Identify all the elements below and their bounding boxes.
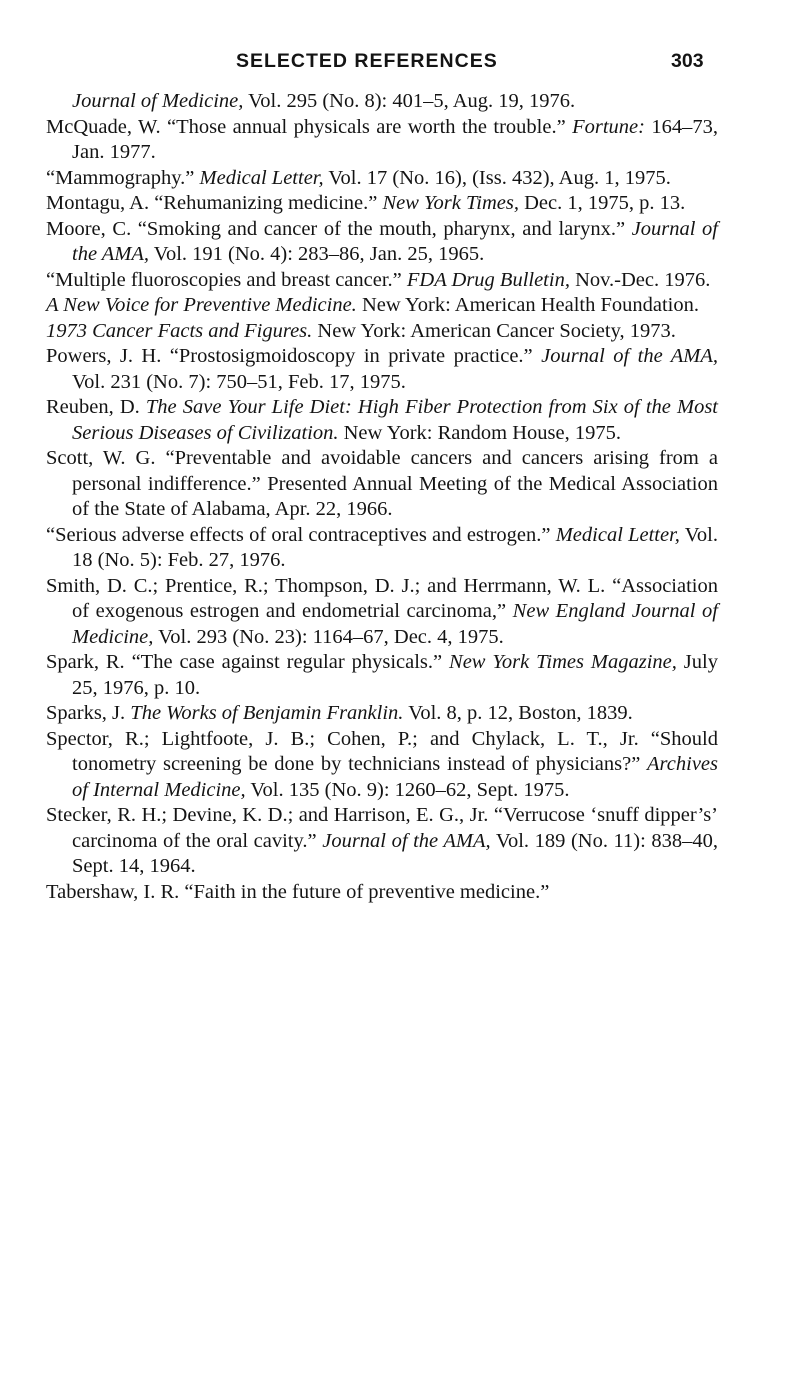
reference-entry: Journal of Medicine, Vol. 295 (No. 8): 401–5, Aug. 19, 1976. bbox=[72, 90, 576, 112]
reference-entry: McQuade, W. “Those annual physicals are worth the trouble.” Fortune: 164–73, Jan. 1977. bbox=[46, 115, 719, 163]
reference-entry: Montagu, A. “Rehumanizing medicine.” New York Times, Dec. 1, 1975, p. 13. bbox=[46, 192, 686, 214]
reference-entry: “Serious adverse effects of oral contraceptives and estrogen.” Medical Letter, Vol. 18 (No. 5): Feb. 27, 1976. bbox=[46, 523, 718, 571]
reference-entry: 1973 Cancer Facts and Figures. New York: American Cancer Society, 1973. bbox=[46, 319, 676, 342]
reference-entry: Spark, R. “The case against regular physicals.” New York Times Magazine, July 25, 1976, p. 10. bbox=[46, 651, 718, 699]
reference-entry: “Multiple fluoroscopies and breast cancer.” FDA Drug Bulletin, Nov.-Dec. 1976. bbox=[46, 268, 711, 291]
reference-entry: Stecker, R. H.; Devine, K. D.; and Harrison, E. G., Jr. “Verrucose ‘snuff dipper’s’ carcinoma of the oral cavity.” Journal of the AMA, Vol. 189 (No. 11): 838–40, Sept. 14, 1964. bbox=[46, 804, 718, 877]
reference-entry: “Mammography.” Medical Letter, Vol. 17 (No. 16), (Iss. 432), Aug. 1, 1975. bbox=[46, 166, 671, 189]
reference-entry: Scott, W. G. “Preventable and avoidable cancers and cancers arising from a personal indifference.” Presented Annual Meeting of the Medical Association of the State of Alabama, Apr. 22, 1966. bbox=[46, 447, 718, 520]
running-head: SELECTED REFERENCES bbox=[236, 50, 498, 72]
reference-entry: A New Voice for Preventive Medicine. New York: American Health Foundation. bbox=[46, 294, 700, 316]
page-number: 303 bbox=[671, 50, 704, 72]
reference-list bbox=[46, 89, 718, 905]
reference-entry: Smith, D. C.; Prentice, R.; Thompson, D. J.; and Herrmann, W. L. “Association of exogenous estrogen and endometrial carcinoma,” New England Journal of Medicine, Vol. 293 (No. 23): 1164–67, Dec. 4, 1975. bbox=[46, 574, 718, 648]
reference-entry: Spector, R.; Lightfoote, J. B.; Cohen, P.; and Chylack, L. T., Jr. “Should tonometry screening be done by technicians instead of physicians?” Archives of Internal Medicine, Vol. 135 (No. 9): 1260–62, Sept. 1975. bbox=[46, 727, 718, 801]
reference-entry: Tabershaw, I. R. “Faith in the future of preventive medicine.” bbox=[46, 880, 550, 903]
reference-entry: Powers, J. H. “Prostosigmoidoscopy in private practice.” Journal of the AMA, Vol. 231 (No. 7): 750–51, Feb. 17, 1975. bbox=[46, 345, 719, 393]
reference-entry: Reuben, D. The Save Your Life Diet: High Fiber Protection from Six of the Most Serious Diseases of Civilization. New York: Random House, 1975. bbox=[46, 396, 718, 444]
reference-entry: Sparks, J. The Works of Benjamin Franklin. Vol. 8, p. 12, Boston, 1839. bbox=[46, 702, 633, 724]
reference-entry: Moore, C. “Smoking and cancer of the mouth, pharynx, and larynx.” Journal of the AMA, Vol. 191 (No. 4): 283–86, Jan. 25, 1965. bbox=[46, 217, 719, 265]
